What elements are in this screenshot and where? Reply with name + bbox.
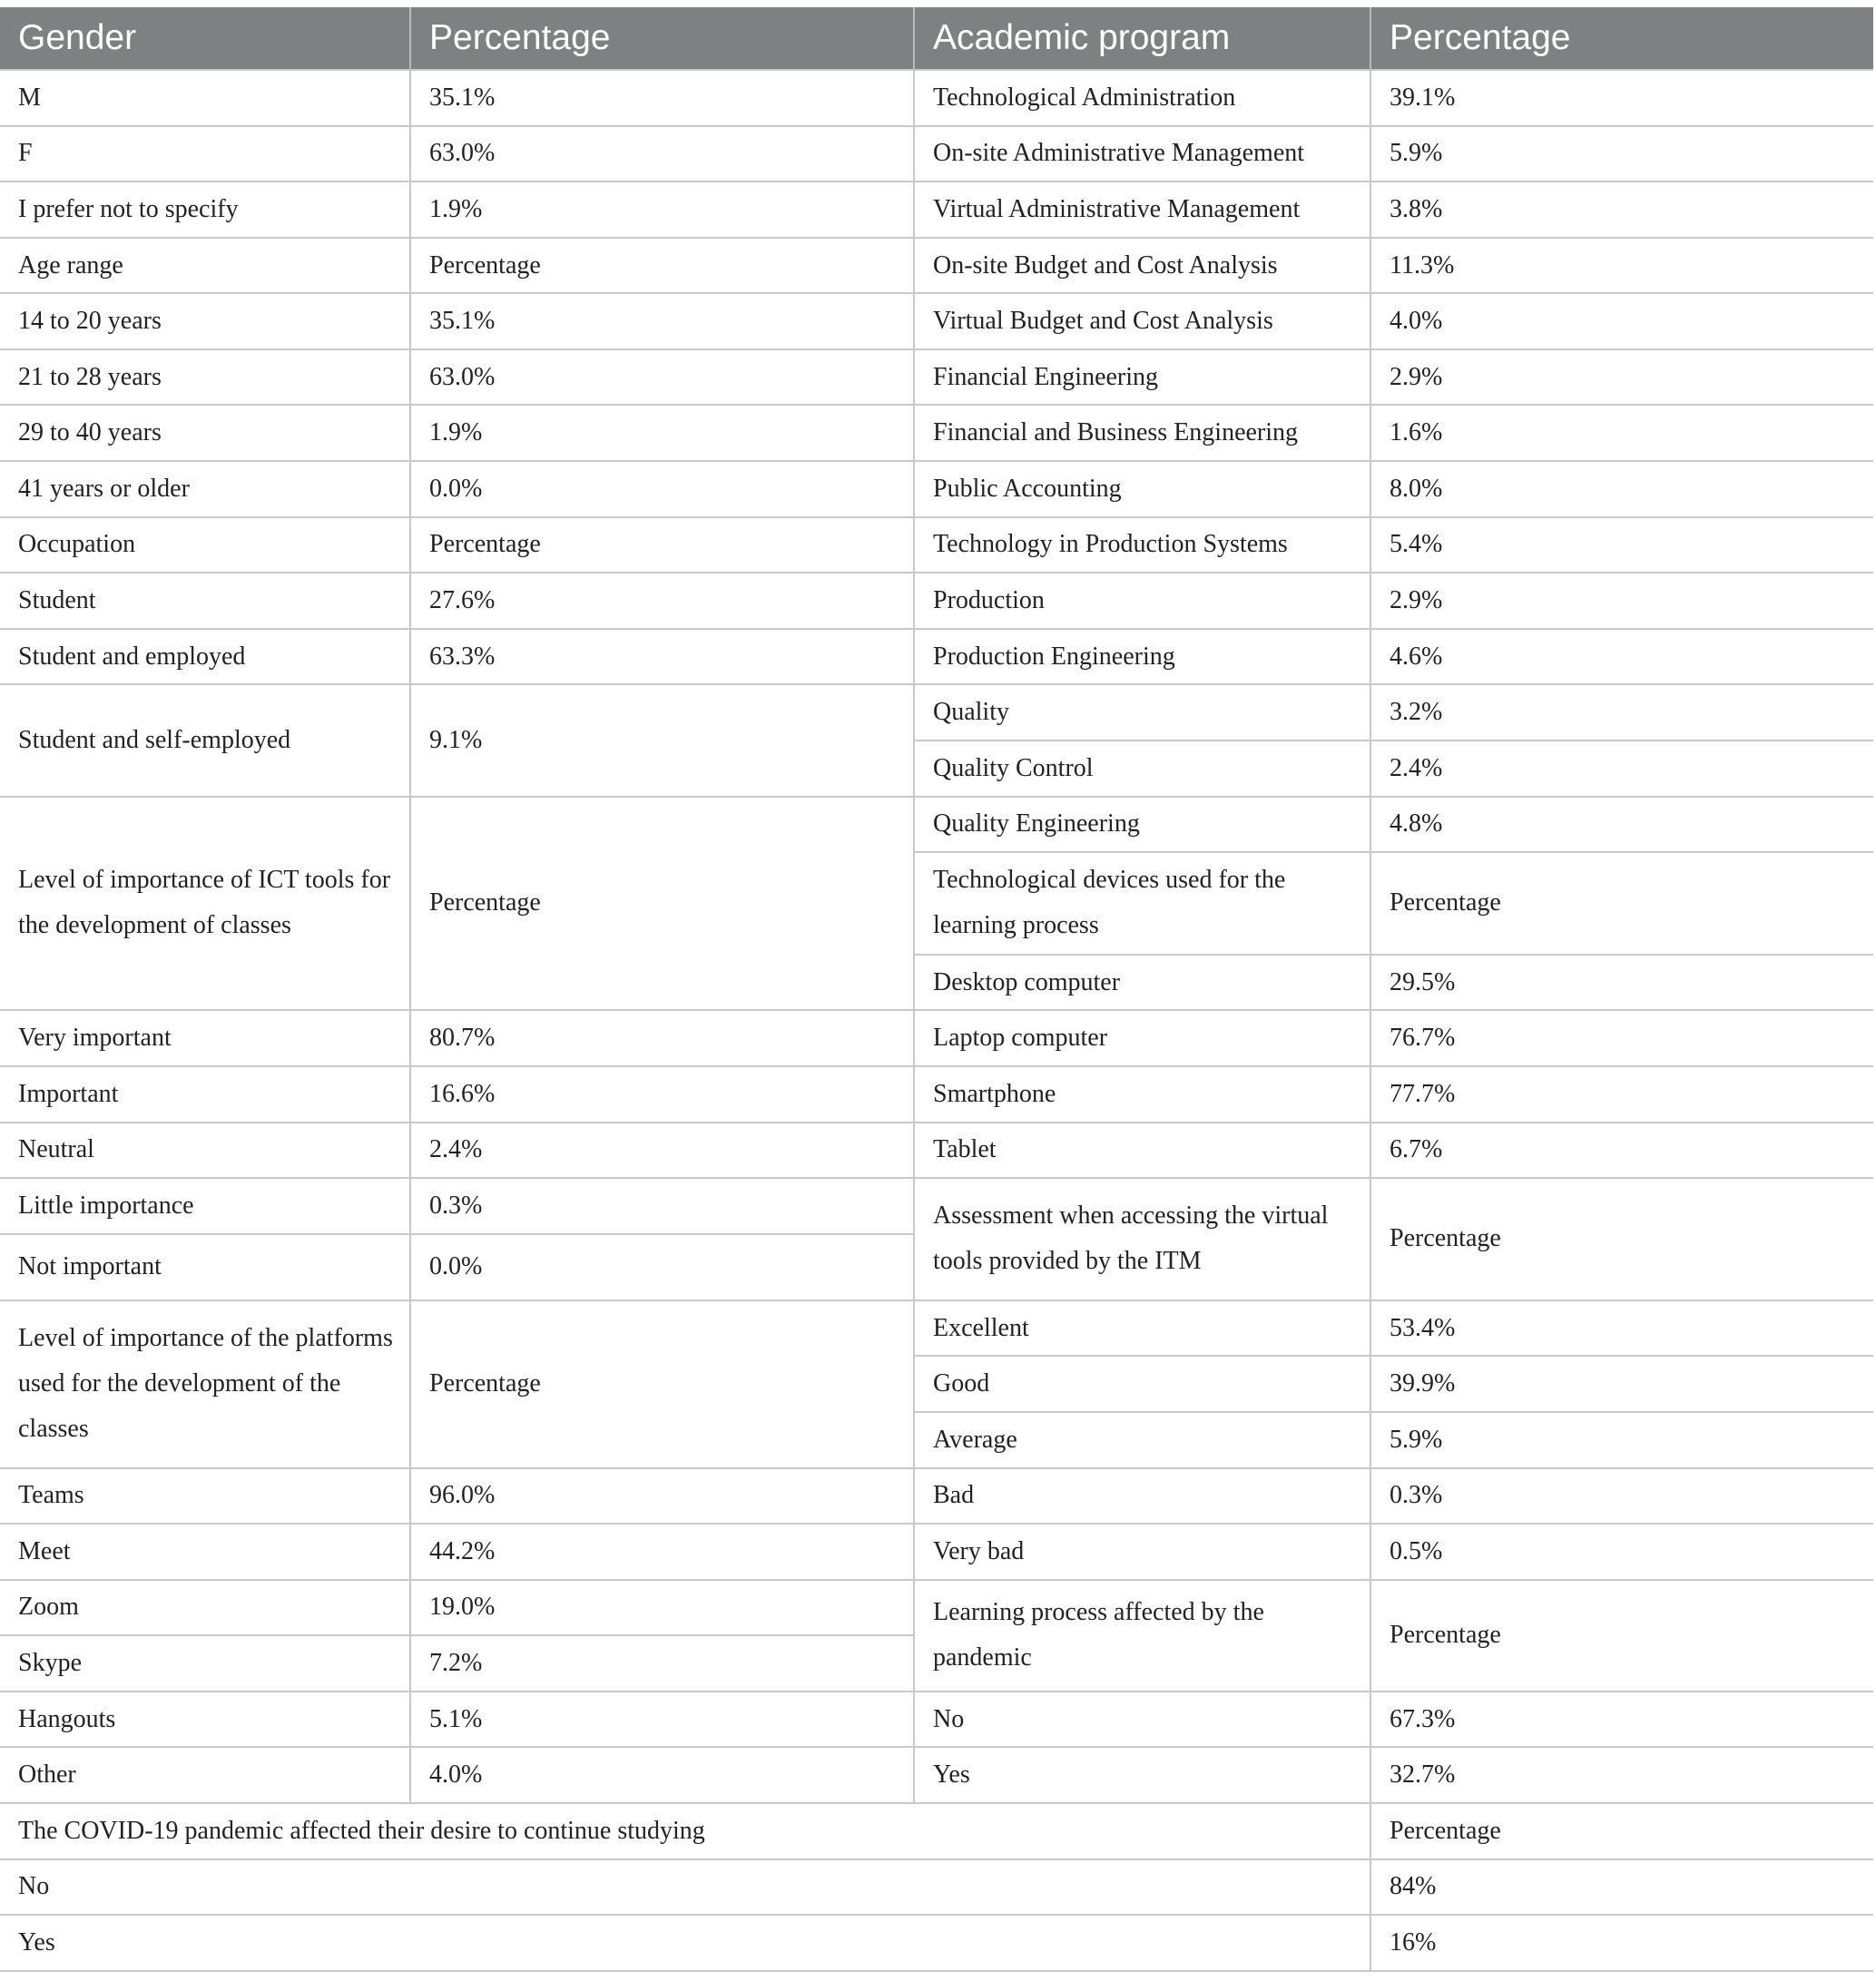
right-value: 29.5% [1370, 955, 1873, 1011]
header-gender: Gender [0, 7, 410, 70]
left-label: 29 to 40 years [0, 405, 410, 461]
table-row [0, 1692, 1873, 1748]
table-row [0, 1524, 1873, 1580]
right-value: 5.9% [1370, 1412, 1873, 1468]
left-value: 16.6% [410, 1066, 914, 1123]
table-row [0, 349, 1873, 406]
right-value: 1.6% [1370, 405, 1873, 461]
right-label: Quality Control [914, 740, 1370, 797]
survey-results-table [0, 7, 1873, 1972]
left-value: 1.9% [410, 181, 914, 238]
right-value: 5.9% [1370, 126, 1873, 182]
table-row [0, 1123, 1873, 1179]
left-label: F [0, 126, 410, 182]
right-label: Technology in Production Systems [914, 517, 1370, 574]
left-label: Skype [0, 1635, 410, 1692]
left-label: Meet [0, 1524, 410, 1580]
right-label: Quality Engineering [914, 797, 1370, 853]
table-row [0, 1915, 1873, 1971]
right-value: 8.0% [1370, 461, 1873, 517]
left-label: Very important [0, 1010, 410, 1066]
right-value: 77.7% [1370, 1066, 1873, 1123]
right-label: Financial Engineering [914, 349, 1370, 406]
right-value: 53.4% [1370, 1300, 1873, 1357]
left-value: 80.7% [410, 1010, 914, 1066]
bottom-value: 16% [1370, 1915, 1873, 1971]
table-row [0, 293, 1873, 349]
right-value: 3.8% [1370, 181, 1873, 238]
table-row [0, 1468, 1873, 1525]
right-value: 76.7% [1370, 1010, 1873, 1066]
right-label: Virtual Administrative Management [914, 181, 1370, 238]
right-value: 4.8% [1370, 797, 1873, 853]
left-value: 35.1% [410, 70, 914, 126]
left-value: 1.9% [410, 405, 914, 461]
left-value: Percentage [410, 1300, 914, 1468]
right-label: Tablet [914, 1123, 1370, 1179]
data-table-container [0, 7, 1876, 1972]
right-label: Financial and Business Engineering [914, 405, 1370, 461]
right-label: On-site Administrative Management [914, 126, 1370, 182]
section-label-assessment: Assessment when accessing the virtual tools provided by the ITM [914, 1178, 1370, 1300]
table-row [0, 629, 1873, 685]
left-label: Student and employed [0, 629, 410, 685]
right-label: On-site Budget and Cost Analysis [914, 238, 1370, 294]
section-label-age-range: Age range [0, 238, 410, 294]
left-label: I prefer not to specify [0, 181, 410, 238]
right-value: 2.4% [1370, 740, 1873, 797]
left-value: 7.2% [410, 1635, 914, 1692]
left-value: 63.3% [410, 629, 914, 685]
left-value: Percentage [410, 238, 914, 294]
left-label: Zoom [0, 1580, 410, 1636]
left-label: Not important [0, 1234, 410, 1300]
bottom-value: 84% [1370, 1859, 1873, 1916]
left-label: 41 years or older [0, 461, 410, 517]
right-label: Very bad [914, 1524, 1370, 1580]
left-label: M [0, 70, 410, 126]
right-label: Production [914, 573, 1370, 629]
section-label-devices: Technological devices used for the learning process [914, 852, 1370, 955]
table-row [0, 70, 1873, 126]
section-label-ict-tools: Level of importance of ICT tools for the development of classes [0, 797, 410, 1011]
table-row [0, 1580, 1873, 1636]
left-value: 0.0% [410, 1234, 914, 1300]
table-row [0, 1747, 1873, 1803]
left-value: Percentage [410, 797, 914, 1011]
section-label-covid-desire: The COVID-19 pandemic affected their desire to continue studying [0, 1803, 1370, 1859]
table-row [0, 1010, 1873, 1066]
header-academic-program: Academic program [914, 7, 1370, 70]
left-value: 5.1% [410, 1692, 914, 1748]
left-label: 14 to 20 years [0, 293, 410, 349]
table-row [0, 517, 1873, 574]
left-label: Other [0, 1747, 410, 1803]
table-row [0, 181, 1873, 238]
table-row [0, 1178, 1873, 1234]
section-label-platforms: Level of importance of the platforms used for the development of the classes [0, 1300, 410, 1468]
table-row [0, 1859, 1873, 1916]
right-value: Percentage [1370, 1580, 1873, 1692]
left-value: 19.0% [410, 1580, 914, 1636]
left-label: Teams [0, 1468, 410, 1525]
right-value: 4.6% [1370, 629, 1873, 685]
right-value: Percentage [1370, 852, 1873, 955]
right-value: 5.4% [1370, 517, 1873, 574]
right-value: 39.9% [1370, 1356, 1873, 1412]
left-label: Neutral [0, 1123, 410, 1179]
table-row [0, 684, 1873, 740]
left-value: 4.0% [410, 1747, 914, 1803]
left-value: 63.0% [410, 126, 914, 182]
table-row [0, 461, 1873, 517]
right-value: 32.7% [1370, 1747, 1873, 1803]
left-value: 35.1% [410, 293, 914, 349]
left-value: 9.1% [410, 684, 914, 796]
right-value: 6.7% [1370, 1123, 1873, 1179]
section-label-learning-affected: Learning process affected by the pandemic [914, 1580, 1370, 1692]
left-value: 27.6% [410, 573, 914, 629]
table-row [0, 573, 1873, 629]
left-value: Percentage [410, 517, 914, 574]
header-percentage-right: Percentage [1370, 7, 1873, 70]
right-label: Quality [914, 684, 1370, 740]
right-label: Public Accounting [914, 461, 1370, 517]
right-value: 0.3% [1370, 1468, 1873, 1525]
right-label: Desktop computer [914, 955, 1370, 1011]
table-row [0, 1803, 1873, 1859]
right-value: 3.2% [1370, 684, 1873, 740]
left-value: 0.0% [410, 461, 914, 517]
left-value: 63.0% [410, 349, 914, 406]
right-label: Technological Administration [914, 70, 1370, 126]
right-value: 4.0% [1370, 293, 1873, 349]
right-value: 2.9% [1370, 573, 1873, 629]
right-value: 39.1% [1370, 70, 1873, 126]
right-value: 0.5% [1370, 1524, 1873, 1580]
bottom-label: Yes [0, 1915, 1370, 1971]
right-label: Production Engineering [914, 629, 1370, 685]
right-value: 2.9% [1370, 349, 1873, 406]
table-row [0, 238, 1873, 294]
left-label: Little importance [0, 1178, 410, 1234]
table-header-row [0, 7, 1873, 70]
right-label: Smartphone [914, 1066, 1370, 1123]
right-label: No [914, 1692, 1370, 1748]
right-label: Virtual Budget and Cost Analysis [914, 293, 1370, 349]
left-label: Student and self-employed [0, 684, 410, 796]
table-row [0, 126, 1873, 182]
right-value: Percentage [1370, 1178, 1873, 1300]
table-row [0, 405, 1873, 461]
left-label: Student [0, 573, 410, 629]
section-label-occupation: Occupation [0, 517, 410, 574]
left-value: 2.4% [410, 1123, 914, 1179]
left-value: 44.2% [410, 1524, 914, 1580]
table-row [0, 1066, 1873, 1123]
right-label: Laptop computer [914, 1010, 1370, 1066]
right-value: 11.3% [1370, 238, 1873, 294]
left-value: 0.3% [410, 1178, 914, 1234]
right-label: Good [914, 1356, 1370, 1412]
table-row [0, 797, 1873, 853]
bottom-value: Percentage [1370, 1803, 1873, 1859]
left-label: Important [0, 1066, 410, 1123]
bottom-label: No [0, 1859, 1370, 1916]
left-label: Hangouts [0, 1692, 410, 1748]
right-label: Excellent [914, 1300, 1370, 1357]
right-label: Average [914, 1412, 1370, 1468]
header-percentage-left: Percentage [410, 7, 914, 70]
right-label: Bad [914, 1468, 1370, 1525]
left-value: 96.0% [410, 1468, 914, 1525]
table-row [0, 1300, 1873, 1357]
left-label: 21 to 28 years [0, 349, 410, 406]
right-value: 67.3% [1370, 1692, 1873, 1748]
right-label: Yes [914, 1747, 1370, 1803]
